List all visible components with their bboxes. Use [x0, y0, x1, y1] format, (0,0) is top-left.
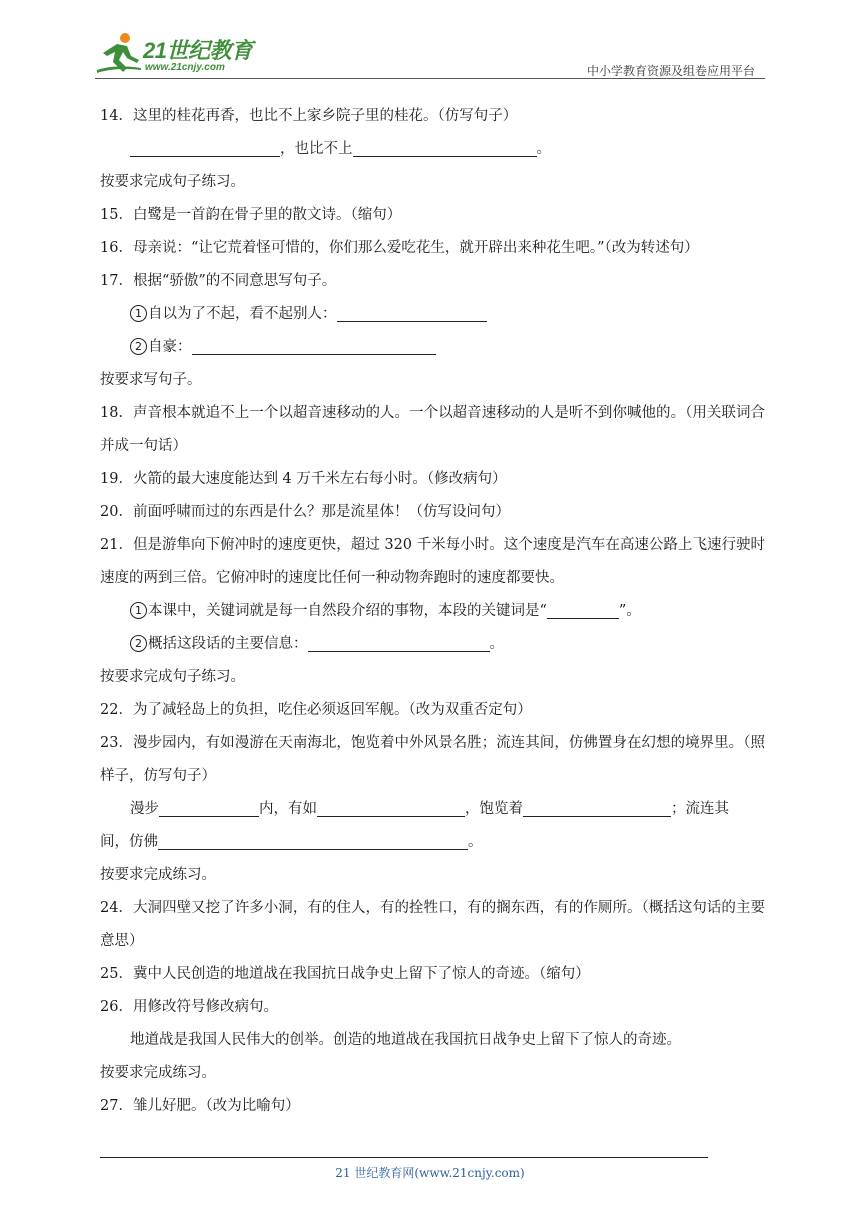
section-instruction: 按要求完成练习。: [100, 1065, 216, 1081]
question-26-sentence: 地道战是我国人民伟大的创举。创造的地道战在我国抗日战争史上留下了惊人的奇迹。: [130, 1032, 681, 1048]
question-23-answer-line-2: 间，仿佛 。: [100, 826, 765, 859]
logo: [95, 30, 265, 78]
answer-blank[interactable]: [159, 798, 259, 817]
answer-blank[interactable]: [523, 798, 671, 817]
answer-blank[interactable]: [308, 633, 490, 652]
question-19: 19．火箭的最大速度能达到 4 万千米左右每小时。（修改病句）: [100, 471, 507, 487]
circled-number: 2: [130, 635, 147, 652]
circled-number: 2: [130, 338, 147, 355]
question-list: [100, 100, 765, 1123]
question-21-part-1: 1 本课中，关键词就是每一自然段介绍的事物，本段的关键词是“ ”。: [100, 595, 765, 628]
answer-blank[interactable]: [158, 831, 468, 850]
question-14: 14．这里的桂花再香，也比不上家乡院子里的桂花。（仿写句子）: [100, 108, 518, 124]
logo-url: www.21cnjy.com: [145, 62, 225, 73]
question-23-answer-line-1: 漫步 内，有如 ，饱览着 ；流连其: [100, 793, 765, 826]
platform-title: 中小学教育资源及组卷应用平台: [586, 64, 755, 78]
answer-blank[interactable]: [317, 798, 465, 817]
question-23: 23．漫步园内，有如漫游在天南海北，饱览着中外风景名胜；流连其间，仿佛置身在幻想的境界里。（照样子，仿写句子）: [100, 735, 765, 784]
header-divider: [95, 78, 765, 79]
answer-blank[interactable]: [337, 303, 487, 322]
answer-blank[interactable]: [192, 336, 436, 355]
question-21-part-2: 2 概括这段话的主要信息： 。: [100, 628, 765, 661]
answer-blank[interactable]: [547, 600, 619, 619]
section-instruction: 按要求完成句子练习。: [100, 174, 245, 190]
footer-divider: [100, 1157, 708, 1158]
question-17: 17．根据“骄傲”的不同意思写句子。: [100, 273, 337, 289]
question-15: 15．白鹭是一首韵在骨子里的散文诗。（缩句）: [100, 207, 402, 223]
question-16: 16．母亲说：“让它荒着怪可惜的，你们那么爱吃花生，就开辟出来种花生吧。”（改为转述句）: [100, 240, 699, 256]
circled-number: 1: [130, 602, 147, 619]
footer-text: 21 世纪教育网(www.21cnjy.com): [335, 1166, 525, 1180]
section-instruction: 按要求写句子。: [100, 372, 202, 388]
question-17-part-1: 1 自以为了不起，看不起别人：: [100, 298, 765, 331]
section-instruction: 按要求完成句子练习。: [100, 669, 245, 685]
question-14-answer-line: ，也比不上 。: [100, 133, 765, 166]
question-24: 24．大洞四壁又挖了许多小洞，有的住人，有的拴牲口，有的搁东西，有的作厕所。（概括这句话的主要意思）: [100, 900, 765, 949]
answer-blank[interactable]: [130, 138, 280, 157]
logo-title: 21世纪教育: [143, 38, 253, 63]
question-18: 18．声音根本就追不上一个以超音速移动的人。一个以超音速移动的人是听不到你喊他的。（用关联词合并成一句话）: [100, 405, 765, 454]
runner-logo-icon: [95, 30, 143, 76]
question-26: 26．用修改符号修改病句。: [100, 999, 278, 1015]
question-25: 25．冀中人民创造的地道战在我国抗日战争史上留下了惊人的奇迹。（缩句）: [100, 966, 590, 982]
question-22: 22．为了减轻岛上的负担，吃住必须返回军舰。（改为双重否定句）: [100, 702, 532, 718]
question-27: 27．雏儿好肥。（改为比喻句）: [100, 1098, 300, 1114]
question-21: 21．但是游隼向下俯冲时的速度更快，超过 320 千米每小时。这个速度是汽车在高速公路上飞速行驶时速度的两到三倍。它俯冲时的速度比任何一种动物奔跑时的速度都要快。: [100, 537, 765, 586]
page-header: [95, 28, 765, 80]
question-20: 20．前面呼啸而过的东西是什么？那是流星体！（仿写设问句）: [100, 504, 510, 520]
circled-number: 1: [130, 305, 147, 322]
section-instruction: 按要求完成练习。: [100, 867, 216, 883]
question-17-part-2: 2 自豪：: [100, 331, 765, 364]
answer-blank[interactable]: [353, 138, 537, 157]
